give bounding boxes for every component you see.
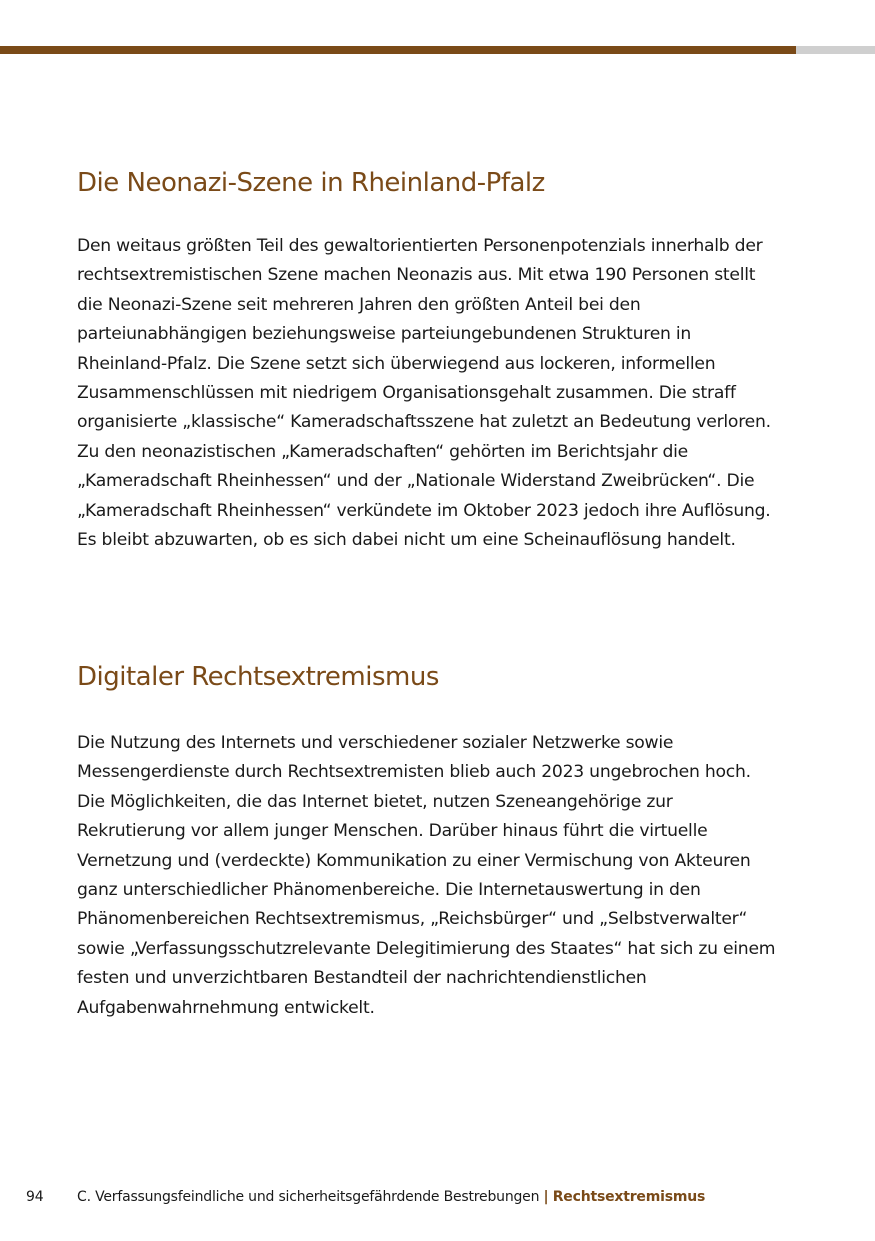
top-accent-bar [0, 46, 875, 54]
page-footer [26, 1189, 705, 1205]
section-heading-digitaler-rechtsextremismus: Digitaler Rechtsextremismus [77, 662, 439, 692]
top-accent-bar-main [0, 46, 796, 54]
footer-section-title: C. Verfassungsfeindliche und sicherheitsgefährdende Bestrebungen [77, 1189, 540, 1205]
section-heading-neonazi-szene: Die Neonazi-Szene in Rheinland-Pfalz [77, 168, 545, 198]
section-body-neonazi-szene: Den weitaus größten Teil des gewaltorientierten Personenpotenzials innerhalb der rechtsextremistischen Szene machen Neonazis aus. Mit etwa 190 Personen stellt die Neonazi-Szene seit mehreren Jahren den größten Anteil bei den parteiunabhängigen beziehungsweise parteiungebundenen Strukturen in Rheinland-Pfalz. Die Szene setzt sich überwiegend aus lockeren, informellen Zusammenschlüssen mit niedrigem Organisationsgehalt zusammen. Die straff organisierte „klassische“ Kameradschaftsszene hat zuletzt an Bedeutung verloren. Zu den neonazistischen „Kameradschaften“ gehörten im Berichtsjahr die „Kameradschaft Rheinhessen“ und der „Nationale Widerstand Zweibrücken“. Die „Kameradschaft Rheinhessen“ verkündete im Oktober 2023 jedoch ihre Auflösung. Es bleibt abzuwarten, ob es sich dabei nicht um eine Scheinauflösung handelt. [77, 236, 771, 551]
footer-chapter-title: Rechtsextremismus [552, 1189, 706, 1205]
section-body-digitaler-rechtsextremismus: Die Nutzung des Internets und verschiedener sozialer Netzwerke sowie Messengerdienste durch Rechtsextremisten blieb auch 2023 ungebrochen hoch. Die Möglichkeiten, die das Internet bietet, nutzen Szeneangehörige zur Rekrutierung vor allem junger Menschen. Darüber hinaus führt die virtuelle Vernetzung und (verdeckte) Kommunikation zu einer Vermischung von Akteuren ganz unterschiedlicher Phänomenbereiche. Die Internetauswertung in den Phänomenbereichen Rechtsextremismus, „Reichsbürger“ und „Selbstverwalter“ sowie „Verfassungsschutzrelevante Delegitimierung des Staates“ hat sich zu einem festen und unverzichtbaren Bestandteil der nachrichtendienstlichen Aufgabenwahrnehmung entwickelt. [77, 733, 776, 1018]
top-accent-bar-rest [796, 46, 875, 54]
page-number: 94 [26, 1189, 44, 1205]
footer-separator: | [543, 1189, 549, 1205]
